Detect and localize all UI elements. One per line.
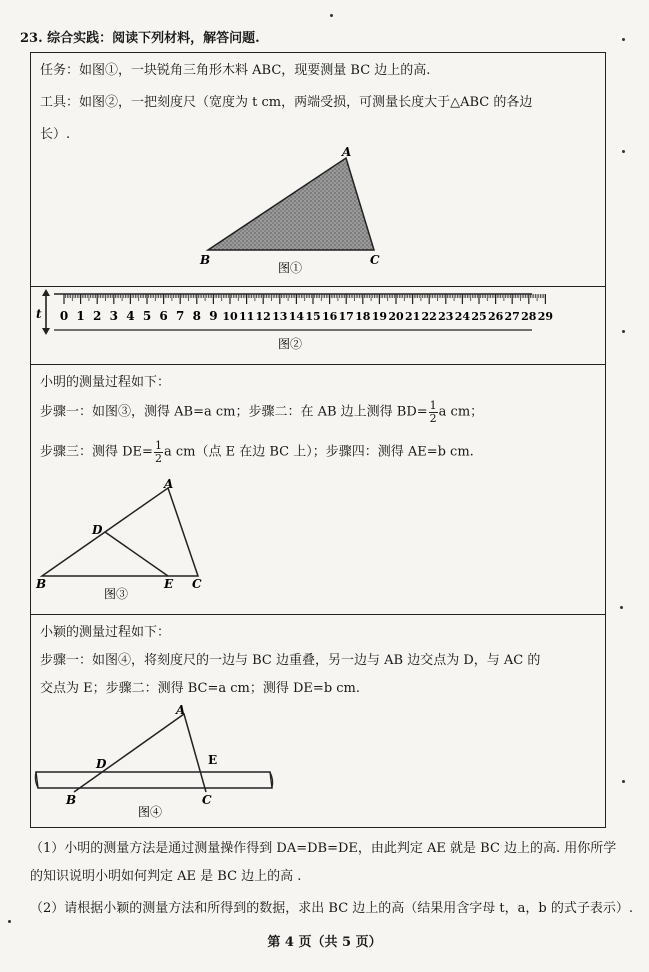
question-1-line-1: （1）小明的测量方法是通过测量操作得到 DA=DB=DE，由此判定 AE 就是 BC 边上的高. 用你所学 xyxy=(30,841,617,856)
fig3-label-d: D xyxy=(92,523,103,537)
ruler-number: 8 xyxy=(192,309,201,323)
fraction-half-2 xyxy=(154,440,163,465)
fig4-label-a: A xyxy=(176,703,186,717)
ruler-number: 21 xyxy=(404,310,421,323)
xiaoying-line-1: 步骤一：如图④，将刻度尺的一边与 BC 边重叠，另一边与 AB 边交点为 D，与 AC 的 xyxy=(40,653,541,668)
question-2: （2）请根据小颖的测量方法和所得到的数据，求出 BC 边上的高（结果用含字母 t，a，b 的式子表示）. xyxy=(30,901,633,916)
ruler-number: 22 xyxy=(421,310,437,323)
question-number: 23. xyxy=(20,31,43,46)
ruler-strip xyxy=(36,772,272,788)
fraction-num: 1 xyxy=(429,399,437,412)
fig1-label-b: B xyxy=(200,253,211,267)
ruler-number: 4 xyxy=(126,309,135,323)
ruler-number: 0 xyxy=(59,309,69,323)
fig1-label-a: A xyxy=(342,145,352,159)
fraction-num: 1 xyxy=(154,439,162,452)
ruler-number: 11 xyxy=(238,310,255,323)
xiaoming-heading: 小明的测量过程如下： xyxy=(40,375,171,390)
ruler-number: 14 xyxy=(288,310,305,323)
fig2-caption: 图② xyxy=(278,337,303,351)
ruler-number: 2 xyxy=(93,309,102,323)
fig3-label-c: C xyxy=(192,577,202,591)
question-1-line-2: 的知识说明小明如何判定 AE 是 BC 边上的高 . xyxy=(30,869,302,884)
ruler-number: 7 xyxy=(176,309,185,323)
side-ac xyxy=(184,714,206,792)
ruler-number: 26 xyxy=(487,310,504,323)
scan-speck xyxy=(620,606,623,609)
task-line-2: 工具：如图②，一把刻度尺（宽度为 t cm，两端受损，可测量长度大于△ABC 的各边 xyxy=(40,95,533,110)
ruler-number: 25 xyxy=(471,310,487,323)
fig4-caption: 图④ xyxy=(138,805,163,819)
scan-speck xyxy=(8,920,11,923)
divider-2 xyxy=(30,364,606,365)
fraction-den: 2 xyxy=(154,452,162,465)
ruler-number: 20 xyxy=(388,310,404,323)
ruler-number: 9 xyxy=(209,309,218,323)
scan-speck xyxy=(622,38,625,41)
fig3-label-e: E xyxy=(164,577,174,591)
fig4-label-e: E xyxy=(208,753,218,767)
ruler-number: 13 xyxy=(272,310,288,323)
side-ba xyxy=(74,714,184,792)
xiaoming-step-3 xyxy=(40,439,474,465)
divider-3 xyxy=(30,614,606,615)
ruler-number: 23 xyxy=(438,310,454,323)
xiaoming-step-3-end: a cm（点 E 在边 BC 上）；步骤四：测得 AE=b cm. xyxy=(163,444,474,460)
task-line-3: 长）. xyxy=(40,127,71,142)
figure-3 xyxy=(34,476,234,606)
ruler-number: 19 xyxy=(371,310,388,323)
segment-de xyxy=(105,532,168,576)
figure-1 xyxy=(190,140,400,280)
ruler-number: 18 xyxy=(355,310,371,323)
fraction-den: 2 xyxy=(429,412,437,425)
ruler-number: 12 xyxy=(255,310,271,323)
question-title: 综合实践：阅读下列材料，解答问题. xyxy=(47,31,260,46)
ruler-number: 27 xyxy=(504,310,520,323)
triangle-abc-shaded xyxy=(208,158,374,250)
ruler-number: 28 xyxy=(521,310,537,323)
ruler-number: 16 xyxy=(321,310,338,323)
ruler-number: 6 xyxy=(159,309,168,323)
task-line-1: 任务：如图①，一块锐角三角形木料 ABC，现要测量 BC 边上的高. xyxy=(40,63,431,78)
scan-speck xyxy=(330,14,333,17)
ruler-number: 17 xyxy=(338,310,354,323)
ruler-width-label: t xyxy=(36,307,42,321)
page-footer: 第 4 页（共 5 页） xyxy=(267,935,382,950)
ruler-number: 24 xyxy=(454,310,471,323)
ruler-arrow-head-top xyxy=(42,289,50,296)
ruler-number: 29 xyxy=(537,310,554,323)
scan-speck xyxy=(622,150,625,153)
scan-speck xyxy=(622,780,625,783)
fig4-label-b: B xyxy=(66,793,77,807)
xiaoying-heading: 小颖的测量过程如下： xyxy=(40,625,171,640)
fraction-half-1 xyxy=(429,400,438,425)
figure-4 xyxy=(34,700,284,820)
scan-speck xyxy=(622,330,625,333)
xiaoming-step-1-text: 步骤一：如图③，测得 AB=a cm；步骤二：在 AB 边上测得 BD= xyxy=(40,404,428,420)
fig3-label-a: A xyxy=(164,477,174,491)
fig1-label-c: C xyxy=(370,253,380,267)
question-header xyxy=(20,30,260,48)
fig3-label-b: B xyxy=(36,577,47,591)
ruler-number: 5 xyxy=(142,309,152,323)
fig4-label-c: C xyxy=(202,793,212,807)
ruler-number: 15 xyxy=(305,310,321,323)
triangle-abc xyxy=(42,488,198,576)
ruler-number: 1 xyxy=(76,309,85,323)
xiaoming-step-1 xyxy=(40,399,484,425)
figure-2-ruler xyxy=(34,286,604,366)
xiaoming-step-3-start: 步骤三：测得 DE= xyxy=(40,444,153,460)
fig3-caption: 图③ xyxy=(104,587,129,601)
xiaoying-line-2: 交点为 E；步骤二：测得 BC=a cm；测得 DE=b cm. xyxy=(40,681,361,696)
ruler-ticks xyxy=(60,294,553,323)
ruler-number: 10 xyxy=(222,310,238,323)
ruler-number: 3 xyxy=(109,309,118,323)
fig4-label-d: D xyxy=(96,757,107,771)
fig1-caption: 图① xyxy=(278,261,303,275)
xiaoming-step-1-end: a cm； xyxy=(438,404,484,420)
ruler-arrow-head-bottom xyxy=(42,328,50,335)
